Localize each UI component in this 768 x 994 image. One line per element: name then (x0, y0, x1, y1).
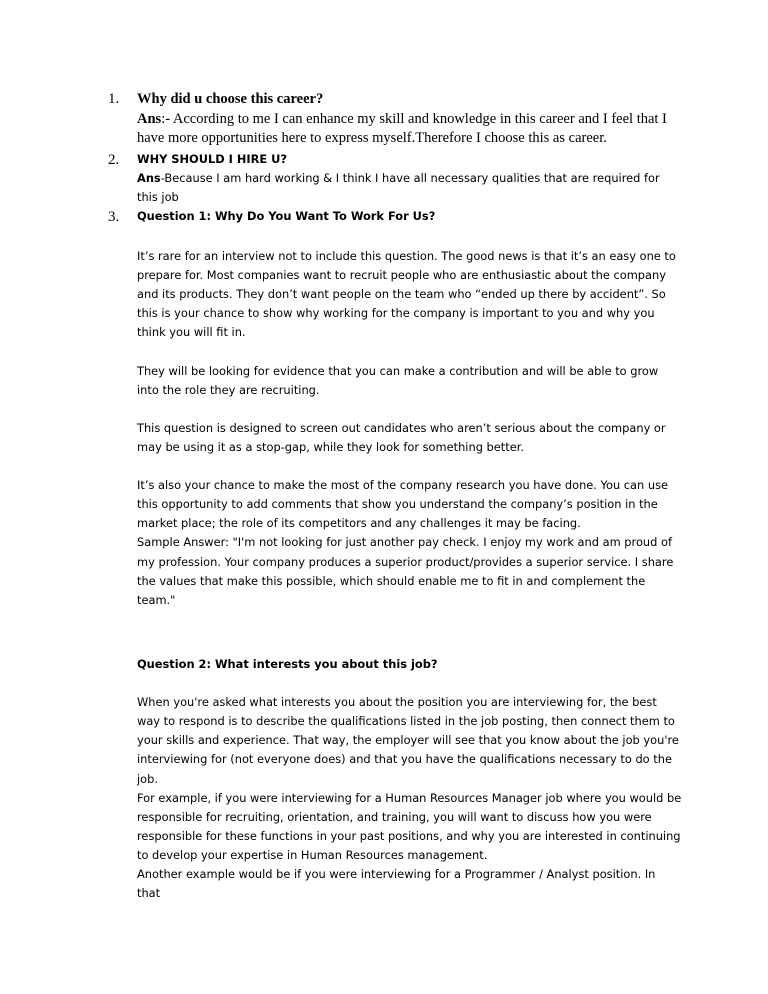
section-1-body (137, 247, 682, 629)
section-1-paragraph-2: They will be looking for evidence that you can make a contribution and will be able to grow into the role they are recruiting. (137, 363, 659, 397)
answer-1 (137, 110, 668, 149)
section-1-paragraph-1: It’s rare for an interview not to include this question. The good news is that it’s an easy one to prepare for. Most companies want to recruit people who are enthusiastic about the company and its products. They don’t want people on the team who “ended up there by accident”. So this is your chance to show why working for the company is important to you and why you think you will fit in. (137, 249, 676, 340)
list-number-3: 3. (108, 209, 120, 225)
answer-1-text: :- According to me I can enhance my skill and knowledge in this career and I feel that I have more opportunities here to express myself.Therefore I choose this as career. (137, 110, 667, 146)
question-item-2 (108, 150, 668, 207)
question-2-title: WHY SHOULD I HIRE U? (137, 152, 288, 166)
section-1-sample-answer: Sample Answer: "I'm not looking for just another pay check. I enjoy my work and am proud of my profession. Your company produces a superior product/provides a superior service. I share the values that make this possible, which should enable me to fit in and complement the team." (137, 535, 674, 607)
section-2-paragraph-2: For example, if you were interviewing for a Human Resources Manager job where you would be responsible for recruiting, orientation, and training, you will want to discuss how you were responsible for these functions in your past positions, and why you are interested in continuing to develop your expertise in Human Resources management. (137, 790, 682, 862)
list-number-1: 1. (108, 91, 120, 107)
section-2-paragraph-3: Another example would be if you were interviewing for a Programmer / Analyst position. In that (137, 867, 656, 901)
section-1-paragraph-4: It’s also your chance to make the most of the company research you have done. You can use this opportunity to add comments that show you understand the company’s position in the market place; the role of its competitors and any challenges it may be facing. (137, 478, 669, 531)
answer-2-text: -Because I am hard working & I think I have all necessary qualities that are required for this job (137, 171, 660, 205)
question-item-3 (108, 207, 668, 226)
question-item-1 (108, 90, 668, 149)
section-1-paragraph-3: This question is designed to screen out candidates who aren’t serious about the company or may be using it as a stop-gap, while they look for something better. (137, 420, 666, 454)
answer-2 (137, 169, 682, 207)
section-2-paragraph-1: When you're asked what interests you about the position you are interviewing for, the best way to respond is to describe the qualifications listed in the job posting, then connect them to your skills and experience. That way, the employer will see that you know about the job you're interviewing for (not everyone does) and that you have the qualifications necessary to do the job. (137, 695, 679, 786)
question-1-title: Why did u choose this career? (137, 91, 324, 107)
answer-1-label: Ans (137, 110, 162, 127)
question-3-title: Question 1: Why Do You Want To Work For Us? (137, 209, 436, 223)
answer-2-label: Ans (137, 171, 161, 186)
section-2-heading: Question 2: What interests you about this job? (137, 657, 438, 671)
section-2 (137, 655, 682, 903)
list-number-2: 2. (108, 152, 120, 168)
